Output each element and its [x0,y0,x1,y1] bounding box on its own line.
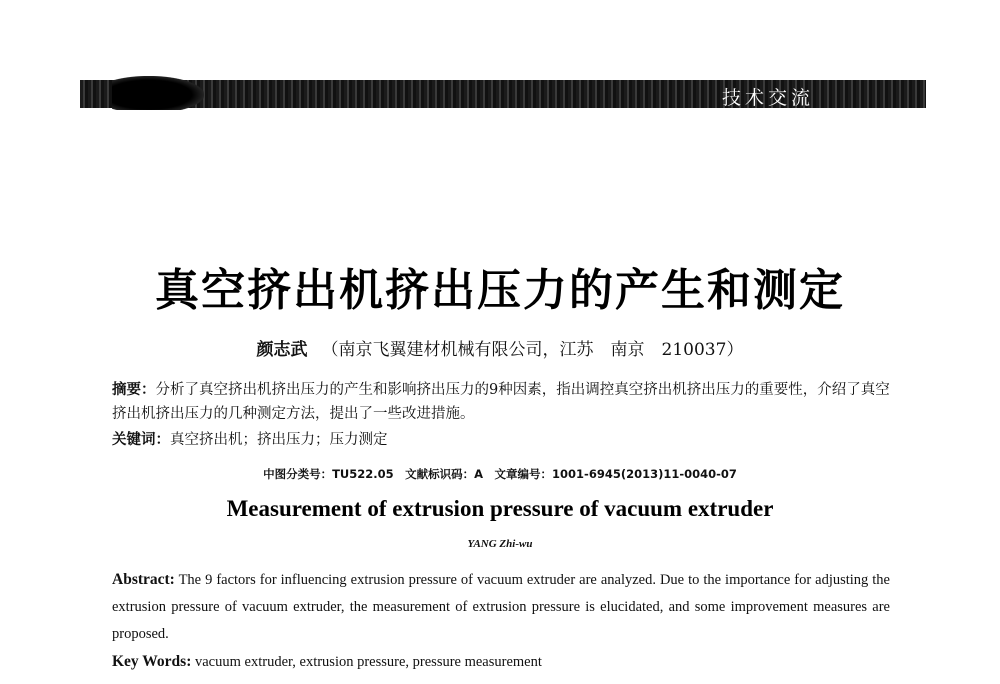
english-abstract-text: The 9 factors for influencing extrusion pressure of vacuum extruder are analyzed. Due to the importance for adjusting the extrusion pressure of vacuum extruder, the measurement of extrusion pressure is elucidated, and some improvement measures are proposed. [112,572,890,642]
author-affiliation: （南京飞翼建材机械有限公司，江苏 南京 210037） [321,340,744,360]
chinese-abstract-text: 分析了真空挤出机挤出压力的产生和影响挤出压力的9种因素，指出调控真空挤出机挤出压力的重要性，介绍了真空挤出机挤出压力的几种测定方法，提出了一些改进措施。 [112,382,890,422]
chinese-keywords-label: 关键词： [112,432,170,448]
section-label: 技术交流 [722,87,815,109]
english-abstract [112,566,890,648]
classification-line: 中图分类号：TU522.05 文献标识码：A 文章编号：1001-6945(2013)11-0040-07 [263,467,737,481]
chinese-keywords [112,428,892,452]
chinese-abstract-label: 摘要： [112,382,156,398]
chinese-keywords-text: 真空挤出机；挤出压力；压力测定 [170,432,388,448]
paper-title: 真空挤出机挤出压力的产生和测定 [155,265,845,316]
chinese-abstract [112,378,892,426]
english-author: YANG Zhi-wu [467,538,533,550]
author-name: 颜志武 [256,340,308,360]
english-title: Measurement of extrusion pressure of vacuum extruder [226,496,774,521]
english-keywords-text: vacuum extruder, extrusion pressure, pressure measurement [191,654,542,670]
journal-logo [112,76,204,110]
english-keywords-label: Key Words: [112,653,192,670]
english-abstract-label: Abstract: [112,571,175,588]
english-keywords [112,648,890,676]
author-line [0,335,1000,360]
